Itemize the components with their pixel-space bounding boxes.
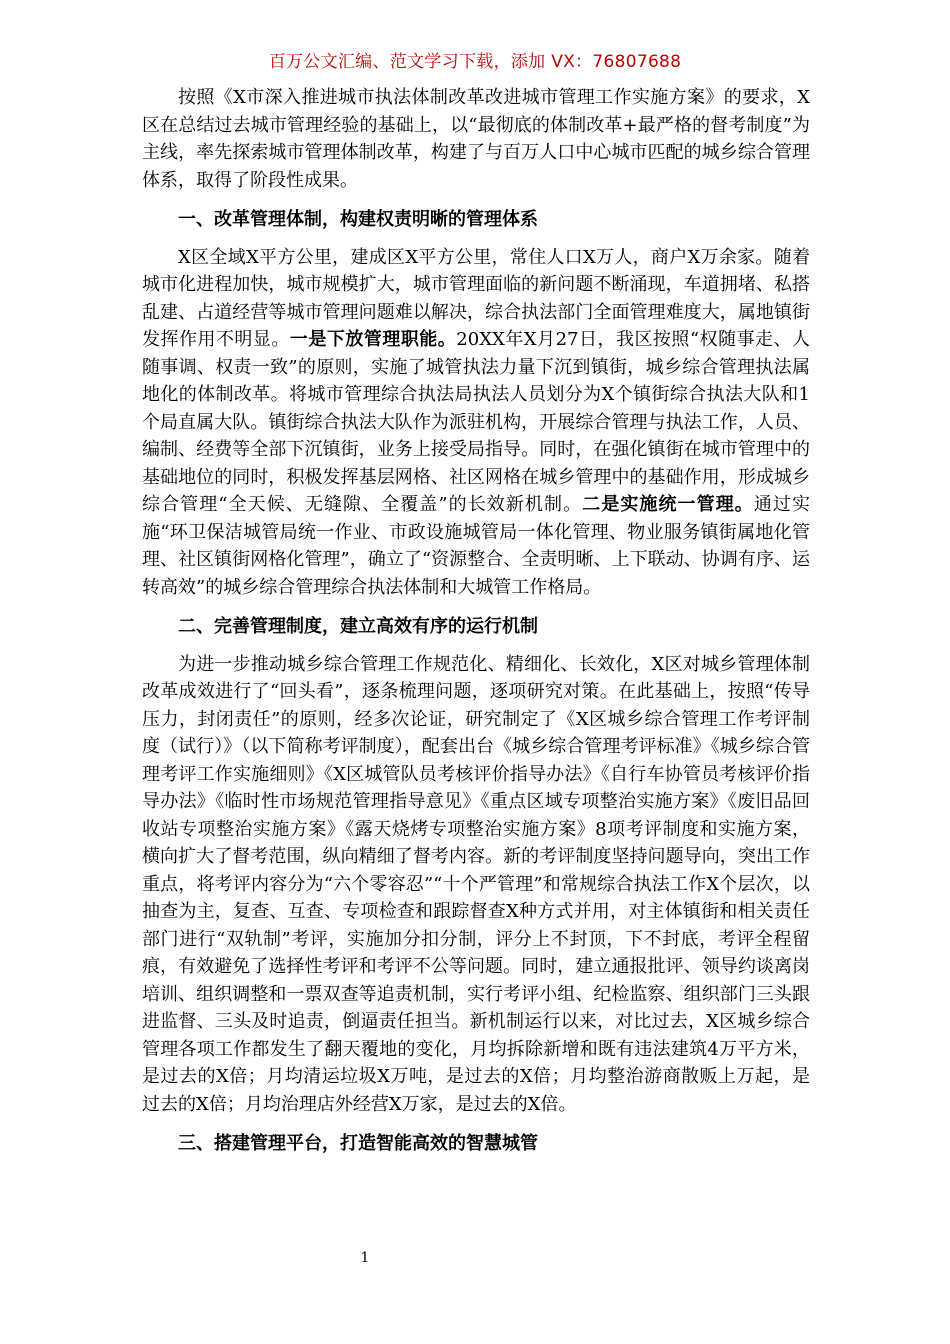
section-heading-2: 二、完善管理制度，建立高效有序的运行机制: [178, 616, 538, 637]
section-1-paragraph: [142, 244, 810, 602]
section-1-bold-point-2: 二是实施统一管理。: [582, 494, 754, 515]
section-1-text-a: X区全域X平方公里，建成区X平方公里，常住人口X万人，商户X万余家。随着城市化进程加快，城市规模扩大，城市管理面临的新问题不断涌现，车道拥堵、私搭乱建、占道经营等城市管理问题难以解决，综合执法部门全面管理难度大，属地镇街发挥作用不明显。: [142, 246, 810, 350]
document-body: [142, 84, 810, 1158]
section-heading-1: 一、改革管理体制，构建权责明晰的管理体系: [178, 209, 538, 230]
section-heading-3: 三、搭建管理平台，打造智能高效的智慧城管: [178, 1133, 538, 1154]
section-1-text-c: 通过实施“环卫保洁城管局统一作业、市政设施城管局一体化管理、物业服务镇街属地化管理、社区镇街网格化管理”，确立了“资源整合、全责明晰、上下联动、协调有序、运转高效”的城乡综合管理综合执法体制和大城管工作格局。: [142, 494, 811, 598]
section-2-paragraph: 为进一步推动城乡综合管理工作规范化、精细化、长效化，X区对城乡管理体制改革成效进行了“回头看”，逐条梳理问题，逐项研究对策。在此基础上，按照“传导压力，封闭责任”的原则，经多次论证，研究制定了《X区城乡综合管理工作考评制度（试行）》（以下简称考评制度），配套出台《城乡综合管理考评标准》《城乡综合管理考评工作实施细则》《X区城管队员考核评价指导办法》《自行车协管员考核评价指导办法》《临时性市场规范管理指导意见》《重点区域专项整治实施方案》《废旧品回收站专项整治实施方案》《露天烧烤专项整治实施方案》8项考评制度和实施方案，横向扩大了督考范围，纵向精细了督考内容。新的考评制度坚持问题导向，突出工作重点，将考评内容分为“六个零容忍”“十个严管理”和常规综合执法工作X个层次，以抽查为主，复查、互查、专项检查和跟踪督查X种方式并用，对主体镇街和相关责任部门进行“双轨制”考评，实施加分扣分制，评分上不封顶，下不封底，考评全程留痕，有效避免了选择性考评和考评不公等问题。同时，建立通报批评、领导约谈离岗培训、组织调整和一票双查等追责机制，实行考评小组、纪检监察、组织部门三头跟进监督、三头及时追责，倒逼责任担当。新机制运行以来，对比过去，X区城乡综合管理各项工作都发生了翻天覆地的变化，月均拆除新增和既有违法建筑4万平方米，是过去的X倍；月均清运垃圾X万吨，是过去的X倍；月均整治游商散贩上万起，是过去的X倍；月均治理店外经营X万家，是过去的X倍。: [142, 653, 810, 1115]
intro-paragraph: 按照《X市深入推进城市执法体制改革改进城市管理工作实施方案》的要求，X区在总结过去城市管理经验的基础上，以“最彻底的体制改革+最严格的督考制度”为主线，率先探索城市管理体制改革，构建了与百万人口中心城市匹配的城乡综合管理体系，取得了阶段性成果。: [142, 87, 810, 191]
promo-banner: 百万公文汇编、范文学习下载，添加 VX：76807688: [268, 52, 682, 72]
section-1-text-b: 20XX年X月27日，我区按照“权随事走、人随事调、权责一致”的原则，实施了城管执法力量下沉到镇街，城乡综合管理执法属地化的体制改革。将城市管理综合执法局执法人员划分为X个镇街综合执法大队和1个局直属大队。镇街综合执法大队作为派驻机构，开展综合管理与执法工作，人员、编制、经费等全部下沉镇街，业务上接受局指导。同时，在强化镇街在城市管理中的基础地位的同时，积极发挥基层网格、社区网格在城乡管理中的基础作用，形成城乡综合管理“全天候、无缝隙、全覆盖”的长效新机制。: [142, 329, 811, 515]
page-number: 1: [360, 1250, 370, 1266]
section-1-bold-point-1: 一是下放管理职能。: [289, 329, 457, 350]
